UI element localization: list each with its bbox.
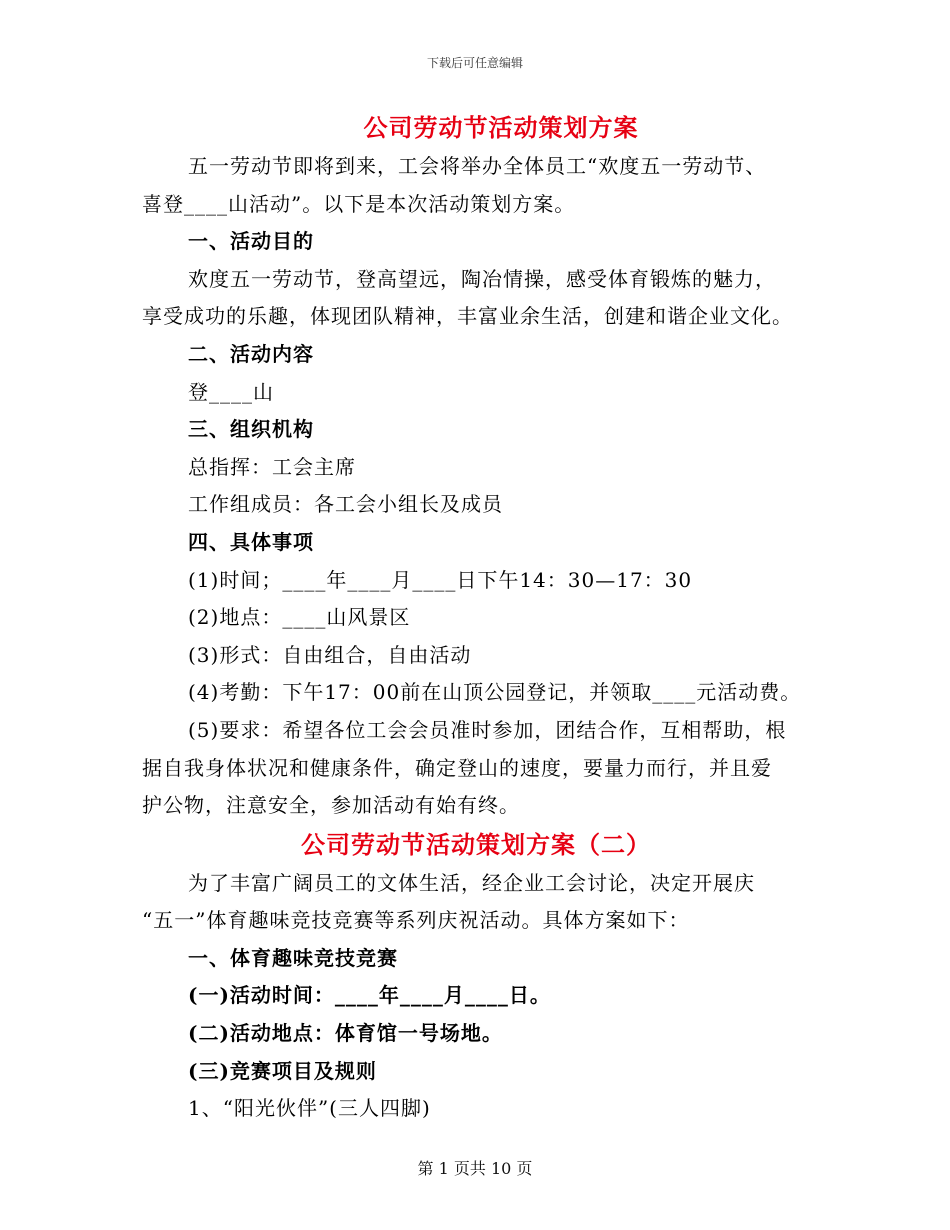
detail-item-attendance: (4)考勤：下午17：00前在山顶公园登记，并领取____元活动费。: [188, 680, 802, 705]
sports-item-time: (一)活动时间：____年____月____日。: [188, 983, 551, 1008]
purpose-paragraph-line-2: 享受成功的乐趣，体现团队精神，丰富业余生活，创建和谐企业文化。: [142, 304, 793, 329]
section-heading-content: 二、活动内容: [188, 341, 314, 366]
section-heading-organization: 三、组织机构: [188, 417, 314, 442]
page-indicator: 第 1 页共 10 页: [417, 1159, 533, 1178]
intro2-paragraph-line-1: 为了丰富广阔员工的文体生活，经企业工会讨论，决定开展庆: [188, 870, 755, 895]
section-heading-sports: 一、体育趣味竞技竞赛: [188, 945, 398, 970]
intro-paragraph-line-1: 五一劳动节即将到来，工会将举办全体员工“欢度五一劳动节、: [188, 154, 767, 178]
document-body: [142, 108, 810, 1128]
header-note: 下载后可任意编辑: [426, 56, 523, 70]
sports-item-location: (二)活动地点：体育馆一号场地。: [188, 1021, 503, 1046]
content-paragraph: 登____山: [188, 379, 274, 404]
intro-paragraph-line-2: 喜登____山活动”。以下是本次活动策划方案。: [142, 191, 576, 216]
document-title: 公司劳动节活动策划方案: [363, 113, 639, 142]
sports-item-rules: (三)竞赛项目及规则: [188, 1058, 377, 1083]
detail-item-format: (3)形式：自由组合，自由活动: [188, 642, 472, 667]
section-heading-details: 四、具体事项: [188, 529, 314, 554]
detail-item-requirements-line-3: 护公物，注意安全，参加活动有始有终。: [142, 793, 520, 818]
document-title-second: 公司劳动节活动策划方案（二）: [301, 829, 651, 859]
detail-item-requirements-line-1: (5)要求：希望各位工会会员准时参加，团结合作，互相帮助，根: [188, 717, 787, 742]
purpose-paragraph-line-1: 欢度五一劳动节，登高望远，陶冶情操，感受体育锻炼的魅力，: [188, 266, 776, 291]
intro2-paragraph-line-2: “五一”体育趣味竞技竞赛等系列庆祝活动。具体方案如下：: [142, 908, 690, 933]
detail-item-time: (1)时间；____年____月____日下午14：30—17：30: [188, 567, 693, 592]
sports-rule-item-1: 1、“阳光伙伴”(三人四脚): [188, 1096, 431, 1121]
detail-item-location: (2)地点：____山风景区: [188, 605, 411, 630]
organization-line-2: 工作组成员：各工会小组长及成员: [188, 492, 503, 517]
section-heading-purpose: 一、活动目的: [188, 229, 314, 254]
detail-item-requirements-line-2: 据自我身体状况和健康条件，确定登山的速度，要量力而行，并且爱: [142, 755, 772, 780]
organization-line-1: 总指挥：工会主席: [188, 454, 356, 479]
